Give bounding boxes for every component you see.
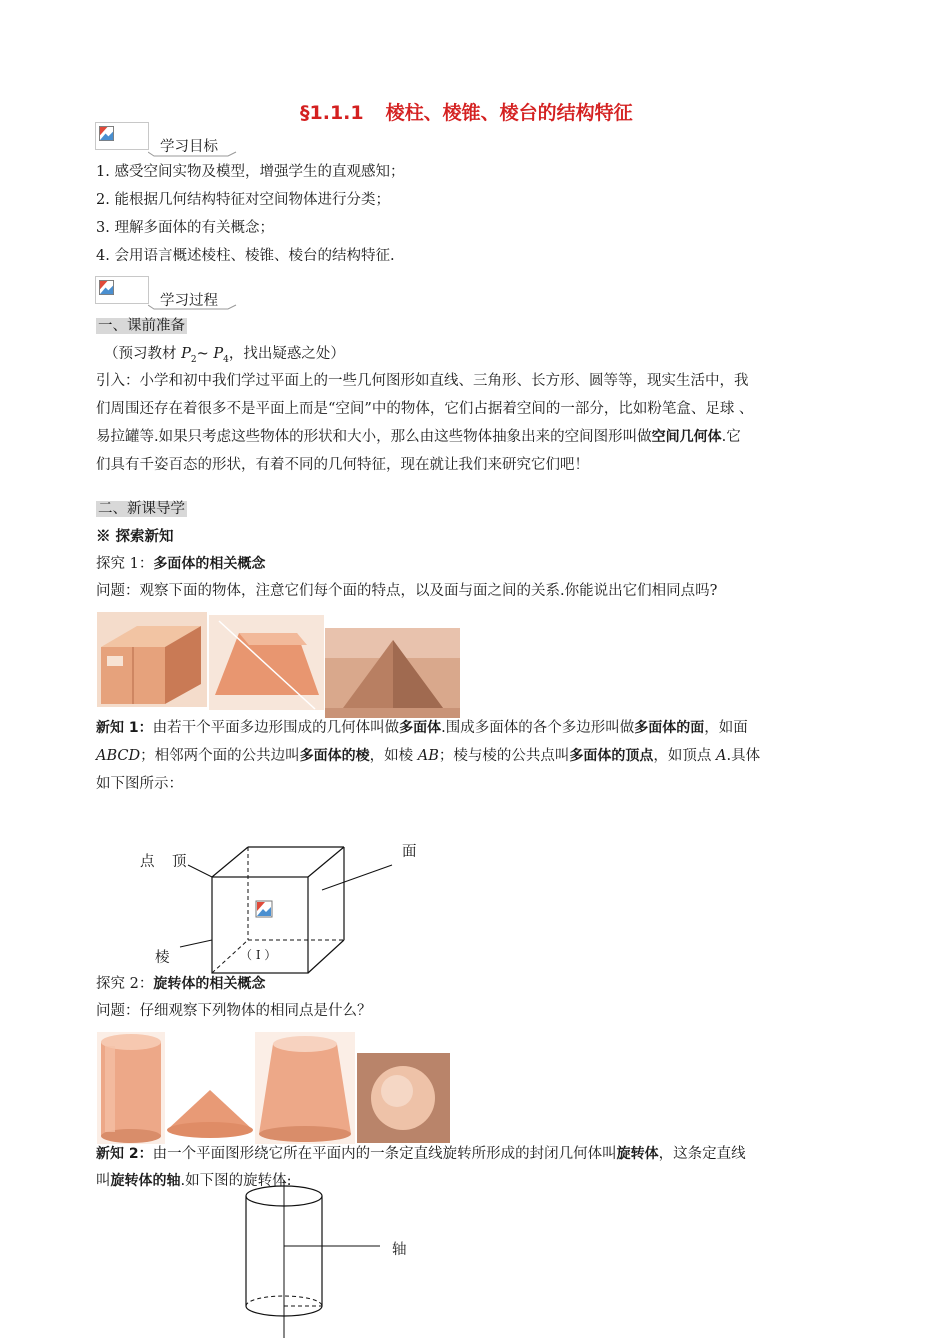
label-mian: 面: [402, 844, 417, 860]
rotation-body-figure: [230, 1178, 400, 1344]
new-knowledge-2-line-1: [96, 1143, 746, 1165]
part1-heading: [96, 315, 187, 337]
nk1-a: A: [715, 748, 727, 764]
preview-note: [104, 343, 345, 371]
intro-line-2: 们周围还存在着很多不是平面上而是“空间”中的物体，它们占据着空间的一部分，比如粉笔盒、足球 、: [96, 401, 754, 417]
frustum-cone-illustration: [255, 1032, 355, 1144]
preview-s1: 2: [190, 354, 197, 365]
part2-heading-text: 二、新课导学: [98, 501, 185, 517]
sphere-illustration: [357, 1053, 450, 1143]
nk2-l2-b1: 旋转体的轴: [110, 1173, 181, 1189]
nk1-l2-t5: .具体: [726, 748, 761, 764]
nk2-t2: ，这条定直线: [658, 1146, 746, 1162]
process-header-text: 学习过程: [160, 293, 218, 309]
nk1-t2: .围成多面体的各个多边形叫做: [441, 720, 635, 736]
nk1-b2: 多面体的面: [634, 720, 705, 736]
photo-cone: [165, 1080, 255, 1142]
pyramid-illustration: [325, 628, 460, 718]
nk2-t1: 由一个平面图形绕它所在平面内的一条定直线旋转所形成的封闭几何体叫: [152, 1146, 617, 1162]
photo-cylinder: [97, 1032, 165, 1144]
photo-frustum: [209, 615, 324, 710]
goals-header-image: [95, 122, 149, 150]
preview-p2: P: [213, 346, 224, 362]
photo-pyramid: [325, 628, 460, 718]
new-knowledge-1-label: 新知 1：: [96, 720, 153, 736]
nk1-l2-t4: ，如顶点: [653, 748, 716, 764]
explore-1-heading: [96, 553, 265, 575]
part1-heading-text: 一、课前准备: [98, 318, 185, 334]
explore-1-label: 探究 1：: [96, 556, 154, 572]
explore-1-title: 多面体的相关概念: [153, 556, 266, 572]
photo-frustum-cone: [255, 1032, 355, 1144]
explore-2-question: 问题：仔细观察下列物体的相同点是什么？: [96, 1003, 372, 1019]
nk1-l2-b1: 多面体的棱: [299, 748, 370, 764]
new-knowledge-1-line-3: 如下图所示：: [96, 776, 183, 792]
process-header-image: [95, 276, 149, 304]
explore-2-heading: [96, 973, 265, 995]
nk2-l2-t2: .如下图的旋转体:: [180, 1173, 292, 1189]
explore-2-label: 探究 2：: [96, 976, 154, 992]
process-header-underline: [148, 303, 238, 311]
new-knowledge-1-line-1: [96, 717, 748, 739]
label-dian: 点: [140, 854, 155, 870]
intro-line-1: 引入：小学和初中我们学过平面上的一些几何图形如直线、三角形、长方形、圆等等，现实生活中，我: [96, 373, 749, 389]
goal-item-2: 2. 能根据几何结构特征对空间物体进行分类；: [96, 192, 390, 208]
nk1-l2-t3: ；棱与棱的公共点叫: [438, 748, 570, 764]
nk1-abcd: ABCD: [96, 748, 141, 764]
photo-sphere: [357, 1053, 450, 1143]
broken-image-icon: [99, 280, 114, 295]
nk1-l2-t2: ，如棱: [369, 748, 418, 764]
intro-line-3: [96, 426, 741, 448]
intro-line-3-text: 易拉罐等.如果只考虑这些物体的形状和大小，那么由这些物体抽象出来的空间图形叫做: [96, 429, 652, 445]
label-leng: 棱: [155, 950, 170, 966]
part2-heading: [96, 498, 187, 520]
nk1-l2-t1: ；相邻两个面的公共边叫: [140, 748, 300, 764]
new-knowledge-1-line-2: [96, 745, 760, 767]
goals-header-underline: [148, 150, 238, 158]
page-title: [300, 98, 633, 125]
nk1-b1: 多面体: [399, 720, 442, 736]
section-number: §1.1.1: [300, 102, 364, 124]
explore-heading: ※ 探索新知: [96, 528, 174, 545]
box-illustration: [97, 612, 207, 707]
broken-image-icon: [99, 126, 114, 141]
new-knowledge-2-label: 新知 2：: [96, 1146, 153, 1162]
title-text: 棱柱、棱锥、棱台的结构特征: [385, 102, 633, 124]
intro-bold: 空间几何体: [651, 429, 722, 445]
label-figure-number: （ I ）: [240, 948, 277, 962]
goal-item-3: 3. 理解多面体的有关概念；: [96, 220, 274, 236]
nk1-t3: ，如面: [704, 720, 748, 736]
photo-box: [97, 612, 207, 707]
frustum-illustration: [209, 615, 324, 710]
nk1-l2-b2: 多面体的顶点: [569, 748, 654, 764]
label-axis: 轴: [392, 1242, 407, 1258]
goal-item-1: 1. 感受空间实物及模型，增强学生的直观感知；: [96, 164, 405, 180]
explore-2-title: 旋转体的相关概念: [153, 976, 266, 992]
goals-header-text: 学习目标: [160, 139, 218, 155]
label-ding: 顶: [172, 854, 187, 870]
cylinder-illustration: [97, 1032, 165, 1144]
cone-illustration: [165, 1080, 255, 1142]
intro-line-4: 们具有千姿百态的形状，有着不同的几何特征，现在就让我们来研究它们吧！: [96, 457, 589, 473]
preview-post: ，找出疑惑之处）: [228, 346, 345, 362]
nk2-b1: 旋转体: [616, 1146, 659, 1162]
explore-1-question: 问题：观察下面的物体，注意它们每个面的特点，以及面与面之间的关系.你能说出它们相同点吗?: [96, 583, 718, 599]
intro-tail: .它: [721, 429, 741, 445]
preview-pre: （预习教材: [104, 346, 182, 362]
preview-s2: 4: [223, 354, 229, 365]
polyhedron-figure: [150, 835, 430, 975]
nk1-ab: AB: [417, 748, 439, 764]
preview-tilde: ~: [196, 346, 214, 362]
nk2-l2-t1: 叫: [96, 1173, 111, 1189]
preview-p1: P: [181, 346, 191, 362]
nk1-t1: 由若干个平面多边形围成的几何体叫做: [152, 720, 400, 736]
goal-item-4: 4. 会用语言概述棱柱、棱锥、棱台的结构特征.: [96, 248, 395, 264]
